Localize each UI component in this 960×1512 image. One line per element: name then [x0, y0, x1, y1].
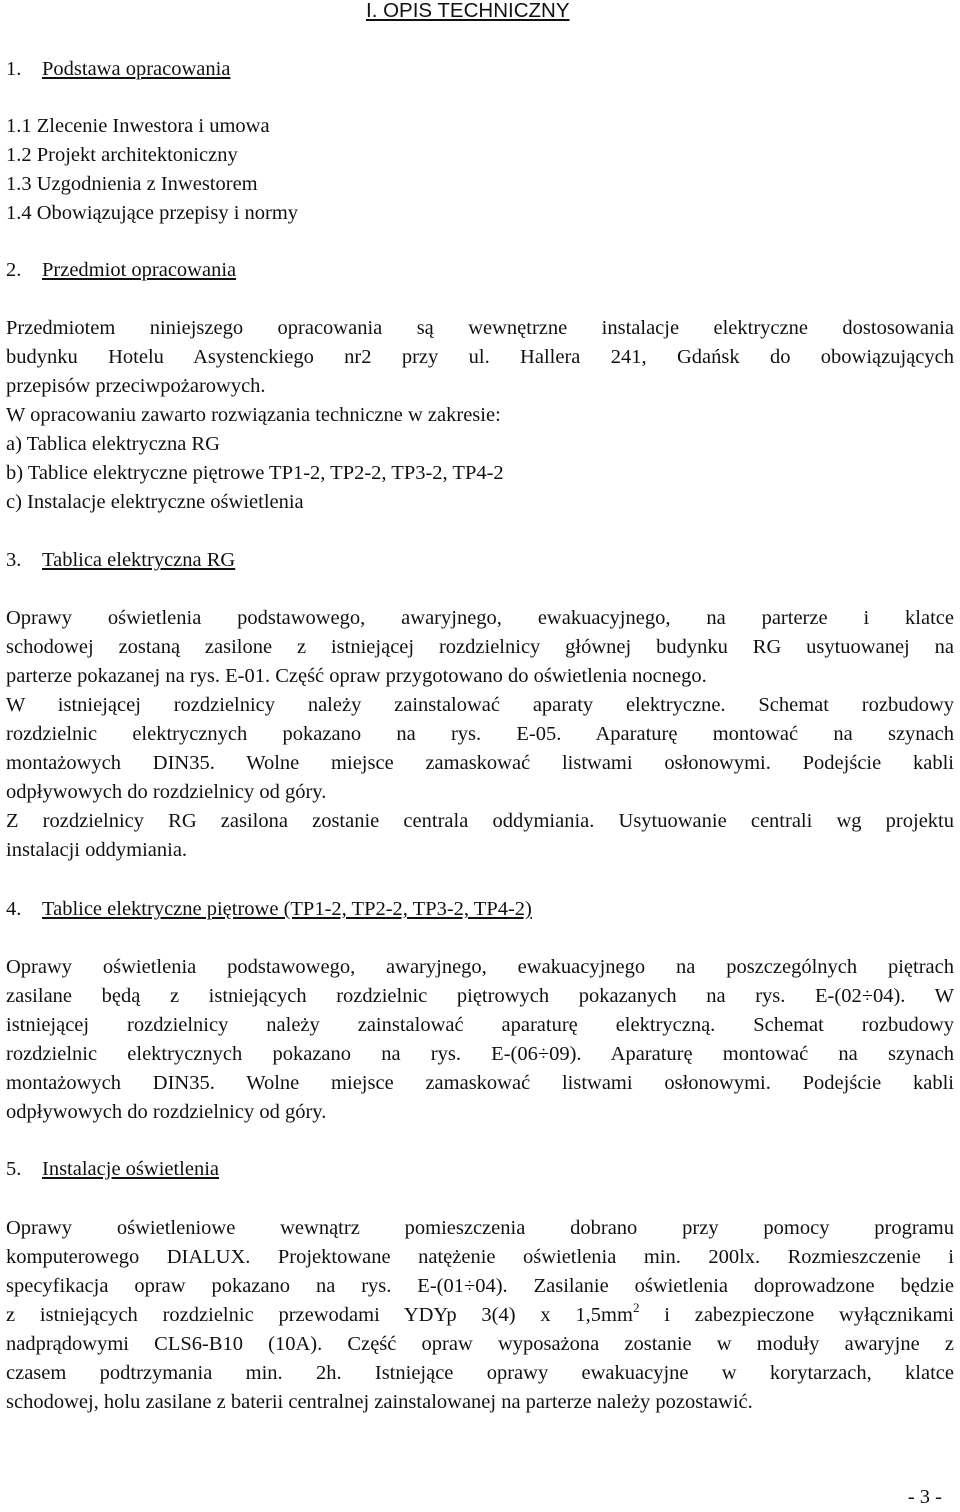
paragraph-line: czasem podtrzymania min. 2h. Istniejące oprawy ewakuacyjne w korytarzach, klatce: [6, 1362, 954, 1384]
paragraph-line: specyfikacja opraw pokazano na rys. E-(01÷04). Zasilanie oświetlenia doprowadzone będzie: [6, 1275, 954, 1297]
list-item: a) Tablica elektryczna RG: [6, 433, 220, 455]
paragraph-line: odpływowych do rozdzielnicy od góry.: [6, 781, 327, 803]
paragraph-line: schodowej zostaną zasilone z istniejącej rozdzielnicy głównej budynku RG usytuowanej na: [6, 636, 954, 658]
paragraph-line: przepisów przeciwpożarowych.: [6, 375, 266, 397]
paragraph-line: montażowych DIN35. Wolne miejsce zamaskować listwami osłonowymi. Podejście kabli: [6, 752, 954, 774]
list-item: 1.3 Uzgodnienia z Inwestorem: [6, 173, 258, 195]
paragraph-line: [6, 1301, 954, 1330]
section-title: Instalacje oświetlenia: [42, 1158, 220, 1180]
section-5-heading: [6, 1155, 219, 1184]
paragraph-line: Z rozdzielnicy RG zasilona zostanie centrala oddymiania. Usytuowanie centrali wg projektu: [6, 810, 954, 832]
paragraph-line: instalacji oddymiania.: [6, 839, 188, 861]
section-number: 2.: [6, 259, 22, 281]
list-item: b) Tablice elektryczne piętrowe TP1-2, TP2-2, TP3-2, TP4-2: [6, 462, 504, 484]
section-title: Tablica elektryczna RG: [42, 549, 236, 571]
paragraph-line: komputerowego DIALUX. Projektowane natężenie oświetlenia min. 200lx. Rozmieszczenie i: [6, 1246, 954, 1268]
paragraph-line: montażowych DIN35. Wolne miejsce zamaskować listwami osłonowymi. Podejście kabli: [6, 1072, 954, 1094]
section-3-heading: [6, 546, 235, 575]
paragraph-line: odpływowych do rozdzielnicy od góry.: [6, 1101, 327, 1123]
section-title: Podstawa opracowania: [42, 58, 231, 80]
list-item: 1.4 Obowiązujące przepisy i normy: [6, 202, 299, 224]
paragraph-line: istniejącej rozdzielnicy należy zainstalować aparaturę elektryczną. Schemat rozbudowy: [6, 1014, 954, 1036]
paragraph-line: W opracowaniu zawarto rozwiązania techniczne w zakresie:: [6, 404, 501, 426]
text-segment: i zabezpieczone wyłącznikami: [639, 1304, 955, 1326]
section-2-heading: [6, 256, 236, 285]
section-title: Tablice elektryczne piętrowe (TP1-2, TP2-2, TP3-2, TP4-2): [42, 898, 532, 920]
section-number: 1.: [6, 58, 22, 80]
section-title: Przedmiot opracowania: [42, 259, 237, 281]
paragraph-line: Oprawy oświetlenia podstawowego, awaryjnego, ewakuacyjnego, na parterze i klatce: [6, 607, 954, 629]
superscript: 2: [632, 1300, 640, 1315]
section-1-heading: [6, 55, 230, 84]
paragraph-line: Oprawy oświetleniowe wewnątrz pomieszczenia dobrano przy pomocy programu: [6, 1217, 954, 1239]
paragraph-line: nadprądowymi CLS6-B10 (10A). Część opraw wyposażona zostanie w moduły awaryjne z: [6, 1333, 954, 1355]
paragraph-line: Oprawy oświetlenia podstawowego, awaryjnego, ewakuacyjnego na poszczególnych piętrach: [6, 956, 954, 978]
paragraph-line: budynku Hotelu Asystenckiego nr2 przy ul. Hallera 241, Gdańsk do obowiązujących: [6, 346, 954, 368]
paragraph-line: rozdzielnic elektrycznych pokazano na rys. E-(06÷09). Aparaturę montować na szynach: [6, 1043, 954, 1065]
page-title: I. OPIS TECHNICZNY: [366, 0, 570, 22]
paragraph-line: W istniejącej rozdzielnicy należy zainstalować aparaty elektryczne. Schemat rozbudowy: [6, 694, 954, 716]
text-segment: z istniejących rozdzielnic przewodami YDYp 3(4) x 1,5mm: [6, 1304, 633, 1326]
paragraph-line: rozdzielnic elektrycznych pokazano na rys. E-05. Aparaturę montować na szynach: [6, 723, 954, 745]
list-item: c) Instalacje elektryczne oświetlenia: [6, 491, 304, 513]
section-4-heading: [6, 895, 532, 924]
section-number: 3.: [6, 549, 22, 571]
paragraph-line: schodowej, holu zasilane z baterii centralnej zainstalowanej na parterze należy pozostawić.: [6, 1391, 753, 1413]
section-number: 4.: [6, 898, 22, 920]
paragraph-line: parterze pokazanej na rys. E-01. Część opraw przygotowano do oświetlenia nocnego.: [6, 665, 707, 687]
list-item: 1.2 Projekt architektoniczny: [6, 144, 238, 166]
list-item: 1.1 Zlecenie Inwestora i umowa: [6, 115, 270, 137]
section-number: 5.: [6, 1158, 22, 1180]
paragraph-line: Przedmiotem niniejszego opracowania są wewnętrzne instalacje elektryczne dostosowania: [6, 317, 954, 339]
paragraph-line: zasilane będą z istniejących rozdzielnic piętrowych pokazanych na rys. E-(02÷04). W: [6, 985, 954, 1007]
page-number: - 3 -: [907, 1486, 942, 1508]
